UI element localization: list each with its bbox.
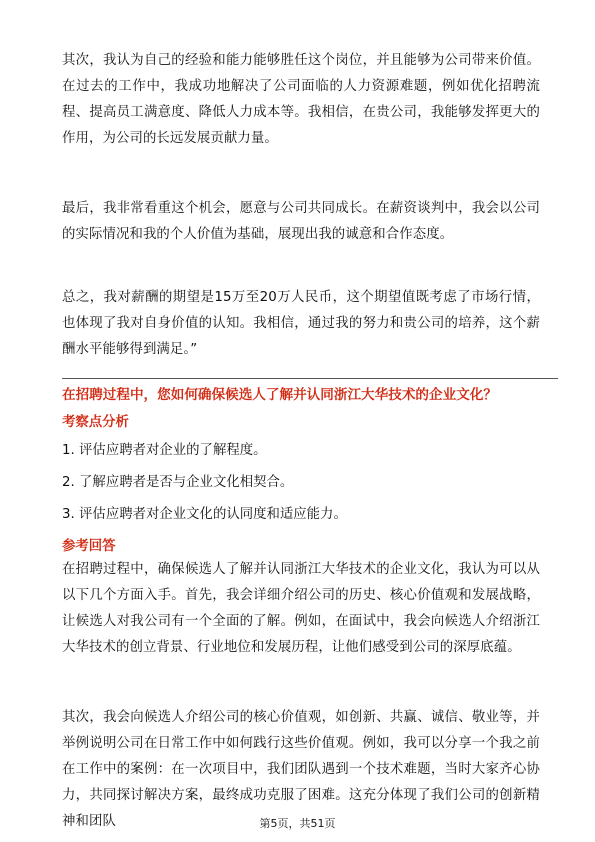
analysis-heading: 考察点分析 — [62, 415, 129, 430]
analysis-item-3: 3. 评估应聘者对企业文化的认同度和适应能力。 — [62, 507, 347, 522]
section-divider — [62, 378, 558, 379]
body-paragraph-2: 最后，我非常看重这个机会，愿意与公司共同成长。在薪资谈判中，我会以公司的实际情况和我的个人价值为基础，展现出我的诚意和合作态度。 — [62, 201, 540, 242]
answer-heading: 参考回答 — [62, 539, 116, 554]
analysis-item-1: 1. 评估应聘者对企业的了解程度。 — [62, 443, 267, 458]
body-paragraph-3: 总之，我对薪酬的期望是15万至20万人民币，这个期望值既考虑了市场行情，也体现了我对自身价值的认知。我相信，通过我的努力和贵公司的培养，这个薪酬水平能够得到满足。” — [62, 290, 540, 357]
analysis-item-2: 2. 了解应聘者是否与企业文化相契合。 — [62, 475, 294, 490]
interview-question: 在招聘过程中，您如何确保候选人了解并认同浙江大华技术的企业文化？ — [62, 387, 497, 403]
answer-paragraph-1: 在招聘过程中，确保候选人了解并认同浙江大华技术的企业文化，我认为可以从以下几个方面入手。首先，我会详细介绍公司的历史、核心价值观和发展战略，让候选人对我公司有一个全面的了解。例如，在面试中，我会向候选人介绍浙江大华技术的创立背景、行业地位和发展历程，让他们感受到公司的深厚底蕴。 — [62, 562, 540, 655]
body-paragraph-1: 其次，我认为自己的经验和能力能够胜任这个岗位，并且能够为公司带来价值。在过去的工作中，我成功地解决了公司面临的人力资源难题，例如优化招聘流程、提高员工满意度、降低人力成本等。我相信，在贵公司，我能够发挥更大的作用，为公司的长远发展贡献力量。 — [62, 53, 540, 146]
answer-paragraph-2: 其次，我会向候选人介绍公司的核心价值观，如创新、共赢、诚信、敬业等，并举例说明公司在日常工作中如何践行这些价值观。例如，我可以分享一个我之前在工作中的案例：在一次项目中，我们团队遇到一个技术难题，当时大家齐心协力，共同探讨解决方案，最终成功克服了困难。这充分体现了我们公司的创新精神和团队 — [62, 710, 540, 829]
page-number: 第5页，共51页 — [259, 817, 336, 830]
